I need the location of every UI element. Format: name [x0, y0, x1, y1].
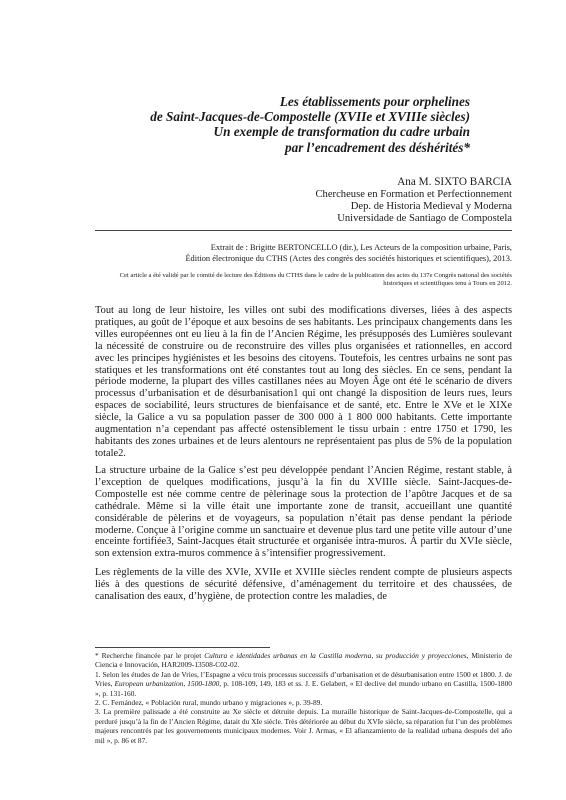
footnote-book-title: European urbanization, 1500-1800 — [114, 679, 220, 689]
article-title — [95, 94, 470, 155]
footnote-text: * Recherche financée par le projet — [95, 651, 205, 660]
validation-note: Cet article a été validé par le comité de lecture des Éditions du CTHS dans le cadre de la publication des actes du 137e Congrès national des sociétés historiques et scientifiques tenu à Tours en 2012. — [119, 272, 512, 288]
footnote-star — [95, 651, 512, 670]
footnote-text: , Ministerio de Ciencia e Innovación, HAR2009-13508-C02-02. — [95, 651, 513, 670]
author-block — [300, 176, 512, 225]
title-line: Un exemple de transformation du cadre urbain — [213, 124, 470, 140]
footnote-3: 3. La première palissade a été construite au Xe siècle et détruite depuis. La muraille historique de Saint-Jacques-de-Compostelle, qui a perduré jusqu’à la fin de l’Ancien Régime, datait du XIe siècle. Très détériorée au début du XVIe siècle, sa réparation fut l’un des problèmes majeurs rencontrés par les gouvernements municipaux modernes. Voir J. Armas, « El afianzamiento de la realidad urbana después del año mil », p. 86 et 87. — [95, 707, 512, 745]
body-paragraph: La structure urbaine de la Galice s’est peu développée pendant l’Ancien Régime, restant stable, à l’exception de quelques modifications, jusqu’à la fin du XVIIIe siècle. Saint-Jacques-de-Compostelle est née comme centre de pèlerinage sous la protection de l’apôtre Jacques et de sa cathédrale. Même si la ville était une importante zone de transit, accueillant une quantité considérable de pèlerins et de voyageurs, sa population n’était pas dense pendant la période moderne. Conçue à l’origine comme un sanctuaire et devenue plus tard une petite ville autour d’une enceinte fortifiée3, Saint-Jacques était structurée et organisée intra-muros. À partir du XVIe siècle, son extension extra-muros commence à s’intensifier progressivement. — [95, 465, 512, 560]
title-line: de Saint-Jacques-de-Compostelle (XVIIe et XVIIIe siècles) — [150, 109, 470, 125]
footnote-text: , p. 108-109, 149, 183 et ss. J. E. Gelabert, « El declive del mundo urbano en Castilla, 1500-1800 », p. 131-160. — [95, 679, 512, 698]
title-line: Les établissements pour orphelines — [279, 94, 470, 109]
body-paragraph: Tout au long de leur histoire, les villes ont subi des modifications diverses, liées à des aspects pratiques, au goût de l’époque et aux besoins de ses habitants. Les principaux changements dans les villes européennes ont eu lieu à la fin de l’Ancien Régime, les présupposés des Lumières soulevant la nécessité de construire ou de reconstruire des villes plus organisées et rationnelles, en accord avec les principes hygiénistes et les besoins des citoyens. Toutefois, les centres urbains ne sont pas statiques et les transformations ont été constantes tout au long des siècles. En ce sens, pendant la période moderne, la plupart des villes castillanes nées au Moyen Âge ont été le scénario de divers processus d’urbanisation et de désurbanisation1 qui ont changé la disposition de leurs rues, leurs espaces de sociabilité, leurs structures de bienfaisance et de santé, etc. Entre le XVe et le XIXe siècle, la Galice a vu sa population passer de 300 000 à 1 800 000 habitants. Cette importante augmentation n’a cependant pas affecté ostensiblement le tissu urbain : entre 1750 et 1790, les habitants des zones urbaines et de leurs alentours ne représentaient pas plus de 5% de la population totale2. — [95, 305, 512, 459]
extract-citation — [95, 243, 512, 264]
extract-line: Extrait de : Brigitte BERTONCELLO (dir.), Les Acteurs de la composition urbaine, Paris, — [210, 243, 512, 252]
author-university: Universidade de Santiago de Compostela — [337, 213, 512, 224]
author-name: Ana M. SIXTO BARCIA — [397, 176, 512, 188]
footnote-text: 1. Selon les études de Jan de Vries, l’Espagne a vécu trois processus successifs d’urbanisation et de désurbanisation entre 1500 et 1800. J. de Vries, — [95, 669, 512, 689]
extract-line: Édition électronique du CTHS (Actes des congrès des sociétés historiques et scientifiques), 2013. — [185, 253, 512, 263]
footnote-divider — [95, 647, 270, 648]
author-department: Dep. de Historia Medieval y Moderna — [350, 201, 512, 212]
title-line: par l’encadrement des déshérités* — [285, 139, 470, 155]
header-divider — [95, 230, 512, 231]
footnote-1 — [95, 670, 512, 698]
footnotes — [95, 651, 512, 745]
footnote-project-title: Cultura e identidades urbanas en la Castilla moderna, su producción y proyecciones — [204, 651, 467, 660]
body-paragraph: Les règlements de la ville des XVIe, XVIIe et XVIIIe siècles rendent compte de plusieurs aspects liés à des questions de sécurité défensive, d’aménagement du territoire et des chaussées, de canalisation des eaux, d’hygiène, de protection contre les maladies, de — [95, 567, 512, 602]
footnote-2: 2. C. Fernández, « Población rural, mundo urbano y migraciones », p. 39-89. — [95, 698, 323, 708]
author-affiliation: Chercheuse en Formation et Perfectionnement — [315, 189, 512, 200]
